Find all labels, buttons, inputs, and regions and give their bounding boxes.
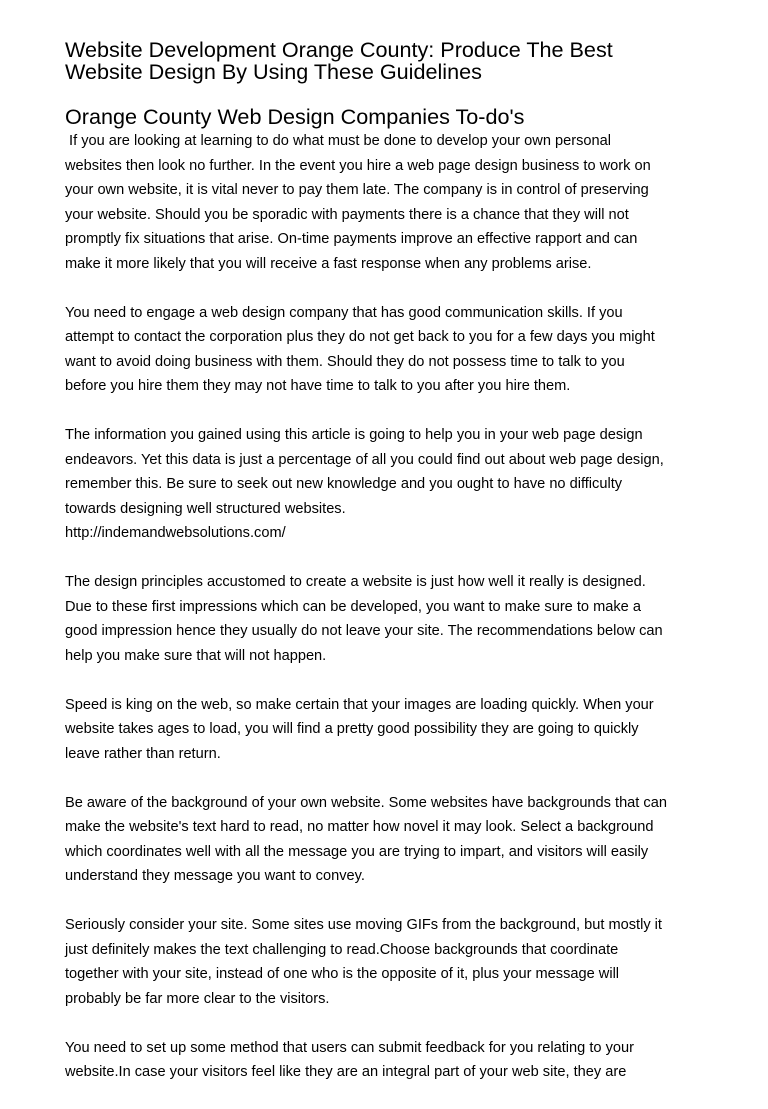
paragraph-line: promptly fix situations that arise. On-time payments improve an effective rapport and can [65, 231, 638, 247]
paragraph-line: which coordinates well with all the message you are trying to impart, and visitors will easily [65, 843, 649, 860]
paragraph-line: probably be far more clear to the visitors. [65, 990, 330, 1007]
paragraph-3 [65, 423, 705, 546]
section-subheading: Orange County Web Design Companies To-do's [65, 104, 525, 129]
source-url: http://indemandwebsolutions.com/ [65, 525, 286, 541]
paragraph-line: endeavors. Yet this data is just a percentage of all you could find out about web page design, [65, 451, 664, 468]
paragraph-6 [65, 791, 705, 889]
paragraph-line: good impression hence they usually do not leave your site. The recommendations below can [65, 623, 663, 639]
body-text [65, 129, 705, 1109]
paragraph-2 [65, 301, 705, 399]
paragraph-line: understand they message you want to convey. [65, 868, 365, 884]
paragraph-line: your own website, it is vital never to pay them late. The company is in control of preserving [65, 182, 649, 198]
paragraph-line: just definitely makes the text challenging to read.Choose backgrounds that coordinate [65, 941, 619, 958]
paragraph-line: want to avoid doing business with them. Should they do not possess time to talk to you [65, 353, 625, 370]
paragraph-line: website.In case your visitors feel like they are an integral part of your web site, they are [65, 1064, 627, 1080]
paragraph-line: towards designing well structured websites. [65, 500, 346, 517]
paragraph-7 [65, 913, 705, 1011]
paragraph-line: The design principles accustomed to create a website is just how well it really is designed. [65, 574, 646, 590]
title-line-2: Website Design By Using These Guidelines [65, 59, 482, 84]
paragraph-line: Seriously consider your site. Some sites use moving GIFs from the background, but mostly it [65, 917, 662, 933]
paragraph-line: attempt to contact the corporation plus they do not get back to you for a few days you might [65, 329, 655, 345]
paragraph-line: your website. Should you be sporadic with payments there is a chance that they will not [65, 206, 629, 223]
paragraph-line: The information you gained using this article is going to help you in your web page design [65, 427, 643, 443]
paragraph-line: make it more likely that you will receive a fast response when any problems arise. [65, 255, 592, 272]
paragraph-5 [65, 693, 705, 767]
paragraph-line: leave rather than return. [65, 745, 221, 762]
paragraph-line: websites then look no further. In the event you hire a web page design business to work on [65, 157, 651, 174]
paragraph-4 [65, 570, 705, 668]
paragraph-1 [65, 129, 705, 276]
paragraph-line: You need to engage a web design company that has good communication skills. If you [65, 304, 623, 321]
paragraph-line: make the website's text hard to read, no matter how novel it may look. Select a background [65, 819, 654, 835]
paragraph-line: website takes ages to load, you will find a pretty good possibility they are going to quickly [65, 721, 639, 737]
paragraph-8 [65, 1036, 705, 1085]
document-title [65, 39, 725, 83]
paragraph-line: remember this. Be sure to seek out new knowledge and you ought to have no difficulty [65, 476, 623, 492]
paragraph-line: If you are looking at learning to do what must be done to develop your own personal [65, 133, 611, 149]
paragraph-line: Due to these first impressions which can be developed, you want to make sure to make a [65, 598, 641, 615]
paragraph-line: Be aware of the background of your own website. Some websites have backgrounds that can [65, 794, 667, 811]
paragraph-line: together with your site, instead of one who is the opposite of it, plus your message will [65, 966, 620, 982]
paragraph-line: You need to set up some method that users can submit feedback for you relating to your [65, 1039, 634, 1056]
paragraph-line: Speed is king on the web, so make certain that your images are loading quickly. When your [65, 696, 654, 713]
paragraph-line: before you hire them they may not have time to talk to you after you hire them. [65, 378, 571, 394]
title-line-1: Website Development Orange County: Produce The Best [65, 37, 613, 62]
paragraph-line: help you make sure that will not happen. [65, 647, 327, 664]
